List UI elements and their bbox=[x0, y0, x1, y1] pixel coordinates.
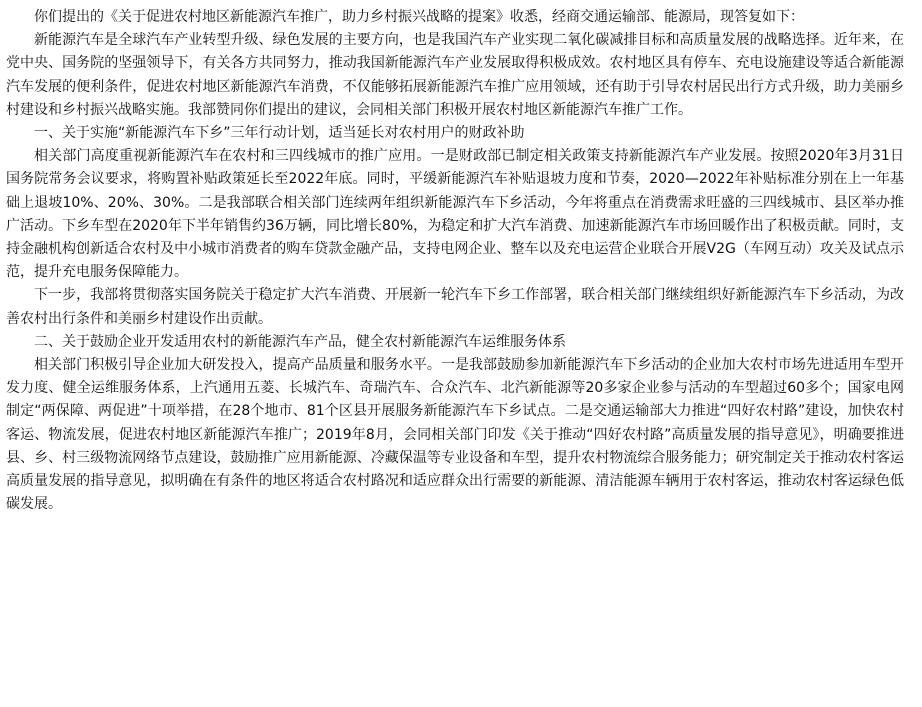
section-1-heading: 一、关于实施“新能源汽车下乡”三年行动计划，适当延长对农村用户的财政补助 bbox=[34, 125, 525, 142]
background-paragraph: 新能源汽车是全球汽车产业转型升级、绿色发展的主要方向，也是我国汽车产业实现二氧化碳减排目标和高质量发展的战略选择。近年来，在党中央、国务院的坚强领导下，有关各方共同努力，推动我国新能源汽车产业发展取得积极成效。农村地区具有停车、充电设施建设等适合新能源汽车发展的便利条件，促进农村地区新能源汽车消费，不仅能够拓展新能源汽车推广应用领域，还有助于引导农村居民出行方式升级，助力美丽乡村建设和乡村振兴战略实施。我部赞同你们提出的建议，会同相关部门积极开展农村地区新能源汽车推广工作。 bbox=[6, 32, 904, 118]
intro-paragraph: 你们提出的《关于促进农村地区新能源汽车推广，助力乡村振兴战略的提案》收悉，经商交通运输部、能源局，现答复如下： bbox=[34, 9, 804, 25]
section-2-heading: 二、关于鼓励企业开发适用农村的新能源汽车产品，健全农村新能源汽车运维服务体系 bbox=[34, 333, 566, 350]
section-1-next-step: 下一步，我部将贯彻落实国务院关于稳定扩大汽车消费、开展新一轮汽车下乡工作部署，联合相关部门继续组织好新能源汽车下乡活动，为改善农村出行条件和美丽乡村建设作出贡献。 bbox=[6, 287, 904, 327]
section-2-body: 相关部门积极引导企业加大研发投入，提高产品质量和服务水平。一是我部鼓励参加新能源汽车下乡活动的企业加大农村市场先进适用车型开发力度、健全运维服务体系，上汽通用五菱、长城汽车、奇瑞汽车、合众汽车、北汽新能源等20多家企业参与活动的车型超过60多个；国家电网制定“两保障、两促进”十项举措，在28个地市、81个区县开展服务新能源汽车下乡试点。二是交通运输部大力推进“四好农村路”建设，加快农村客运、物流发展，促进农村地区新能源汽车推广；2019年8月，会同相关部门印发《关于推动“四好农村路”高质量发展的指导意见》，明确要推进县、乡、村三级物流网络节点建设，鼓励推广应用新能源、冷藏保温等专业设备和车型，提升农村物流综合服务能力；研究制定关于推动农村客运高质量发展的指导意见，拟明确在有条件的地区将适合农村路况和适应群众出行需要的新能源、清洁能源车辆用于农村客运，推动农村客运绿色低碳发展。 bbox=[6, 357, 904, 513]
section-1-body: 相关部门高度重视新能源汽车在农村和三四线城市的推广应用。一是财政部已制定相关政策支持新能源汽车产业发展。按照2020年3月31日国务院常务会议要求，将购置补贴政策延长至2022年底。同时，平缓新能源汽车补贴退坡力度和节奏，2020—2022年补贴标准分别在上一年基础上退坡10%、20%、30%。二是我部联合相关部门连续两年组织新能源汽车下乡活动，今年将重点在消费需求旺盛的三四线城市、县区举办推广活动。下乡车型在2020年下半年销售约36万辆，同比增长80%，为稳定和扩大汽车消费、加速新能源汽车市场回暖作出了积极贡献。同时，支持金融机构创新适合农村及中小城市消费者的购车贷款金融产品，支持电网企业、整车以及充电运营企业联合开展V2G（车网互动）攻关及试点示范，提升充电服务保障能力。 bbox=[6, 148, 904, 281]
